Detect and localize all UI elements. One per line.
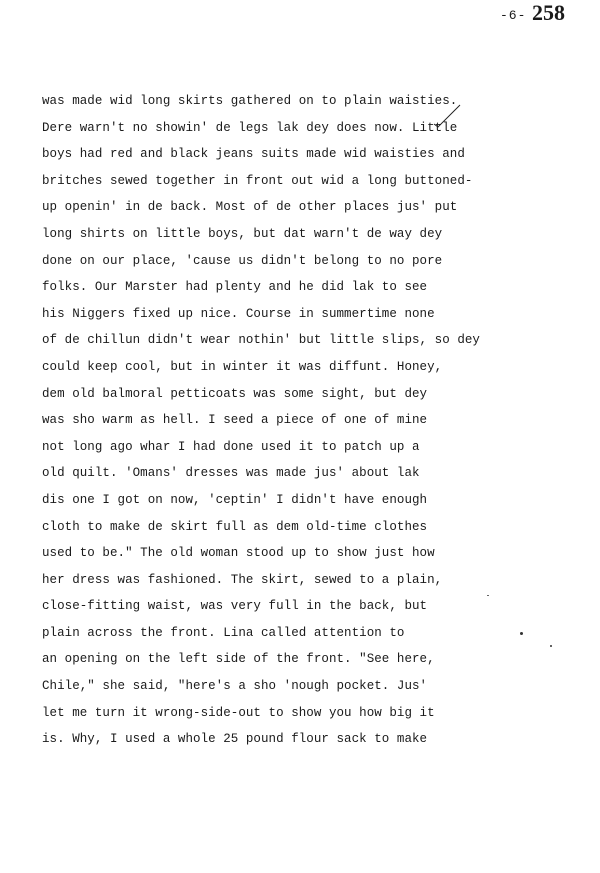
text-line: plain across the front. Lina called attention to <box>42 625 405 640</box>
text-line: long shirts on little boys, but dat warn't de way dey <box>42 226 443 241</box>
text-line: up openin' in de back. Most of de other places jus' put <box>42 200 458 215</box>
paper-speck <box>487 595 489 596</box>
text-line: used to be." The old woman stood up to show just how <box>42 546 435 561</box>
paper-speck <box>520 632 523 635</box>
text-line: not long ago whar I had done used it to patch up a <box>42 439 420 454</box>
text-line: folks. Our Marster had plenty and he did lak to see <box>42 280 428 295</box>
text-line: an opening on the left side of the front. "See here, <box>42 652 435 667</box>
text-line: let me turn it wrong-side-out to show you how big it <box>42 705 435 720</box>
text-line: was made wid long skirts gathered on to plain waisties. <box>42 94 458 108</box>
text-line: old quilt. 'Omans' dresses was made jus' about lak <box>42 466 420 481</box>
text-line: her dress was fashioned. The skirt, sewed to a plain, <box>42 572 443 587</box>
text-line: boys had red and black jeans suits made wid waisties and <box>42 147 465 162</box>
text-line: dem old balmoral petticoats was some sight, but dey <box>42 386 428 401</box>
text-line: his Niggers fixed up nice. Course in summertime none <box>42 306 435 321</box>
text-line: cloth to make de skirt full as dem old-time clothes <box>42 519 428 534</box>
page-header <box>0 0 600 40</box>
text-line: could keep cool, but in winter it was diffunt. Honey, <box>42 359 443 374</box>
text-line: of de chillun didn't wear nothin' but little slips, so dey <box>42 333 480 348</box>
typed-transcript <box>42 88 562 753</box>
text-line: Dere warn't no showin' de legs lak dey does now. Little <box>42 120 458 135</box>
text-line: was sho warm as hell. I seed a piece of one of mine <box>42 413 428 428</box>
paper-speck <box>550 645 552 647</box>
section-number: -6- <box>500 8 527 23</box>
text-line: close-fitting waist, was very full in the back, but <box>42 599 428 614</box>
text-line: dis one I got on now, 'ceptin' I didn't have enough <box>42 492 428 507</box>
text-line: done on our place, 'cause us didn't belong to no pore <box>42 253 443 268</box>
page-number: 258 <box>532 0 565 25</box>
text-line: is. Why, I used a whole 25 pound flour sack to make <box>42 732 428 747</box>
text-line: Chile," she said, "here's a sho 'nough pocket. Jus' <box>42 679 428 694</box>
text-line: britches sewed together in front out wid a long buttoned- <box>42 173 473 188</box>
